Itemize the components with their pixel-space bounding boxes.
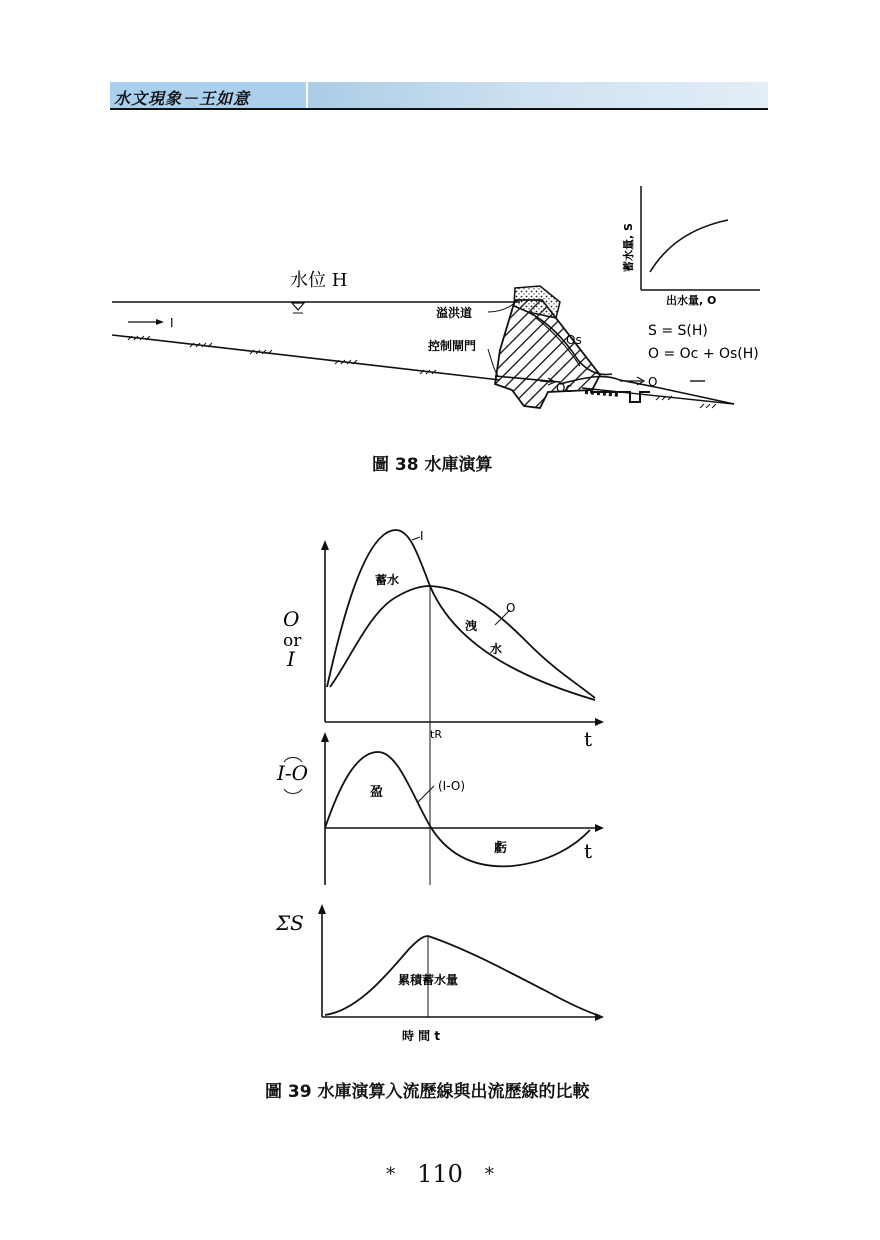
inflow-label: I [170,316,174,330]
difference-panel [321,728,604,885]
bottom-xlabel: 時 間 t [402,1029,441,1043]
water-level-symbol [292,303,304,313]
bottom-ylabel: ΣS [276,911,304,935]
curve-i-label: I [420,529,424,543]
difference-curve [325,752,593,866]
curve-o-label: O [506,601,516,615]
top-ylabel-i: I [287,647,295,671]
figure39-caption: 圖 39 水庫演算入流歷線與出流歷線的比較 [265,1082,590,1102]
tr-label: tR [430,728,442,741]
middle-t-label: t [584,839,593,863]
water-level-label: 水位 H [290,270,348,291]
difference-curve-label: (I-O) [438,779,466,793]
top-t-label: t [584,727,593,751]
figure39-diagram [0,500,880,1100]
surplus-label: 盈 [370,785,384,800]
inflow-arrow-icon [128,319,164,325]
release-char-1: 洩 [465,619,478,633]
figure38-diagram [0,0,880,440]
page-number-footer [0,1160,880,1188]
inset-storage-outflow-plot [641,186,760,290]
top-ylabel-o: O [283,607,300,631]
page-number: 110 [417,1160,463,1188]
header-title: 水文現象－王如意 [114,89,251,108]
equation-storage: S = S(H) [648,323,708,339]
spillway-label: 溢洪道 [436,306,473,320]
middle-ylabel: I-O [277,761,309,785]
page-star-left: * [386,1164,396,1185]
cumulative-storage-panel [318,904,604,1021]
outflow-label: O [648,375,658,389]
deficit-label: 虧 [494,841,508,856]
inset-xlabel: 出水量, O [666,294,717,307]
gate-label: 控制閘門 [428,339,477,353]
top-ylabel-or: or [283,631,302,651]
outflow-hydrograph-curve [330,586,595,698]
cumulative-storage-curve [325,936,600,1016]
hydrograph-panel [321,530,604,728]
cumulative-area-label: 累積蓄水量 [398,973,459,987]
spill-outflow-label: Os [566,333,582,347]
equation-outflow: O = Oc + Os(H) [648,346,759,362]
release-char-2: 水 [490,642,503,656]
page-star-right: * [484,1164,494,1185]
inset-ylabel: 蓄水量, S [622,223,635,272]
figure38-caption: 圖 38 水庫演算 [372,455,493,475]
storage-label: 蓄水 [375,573,400,587]
gate-outflow-label: Oc [556,381,573,395]
inflow-hydrograph-curve [327,530,595,700]
